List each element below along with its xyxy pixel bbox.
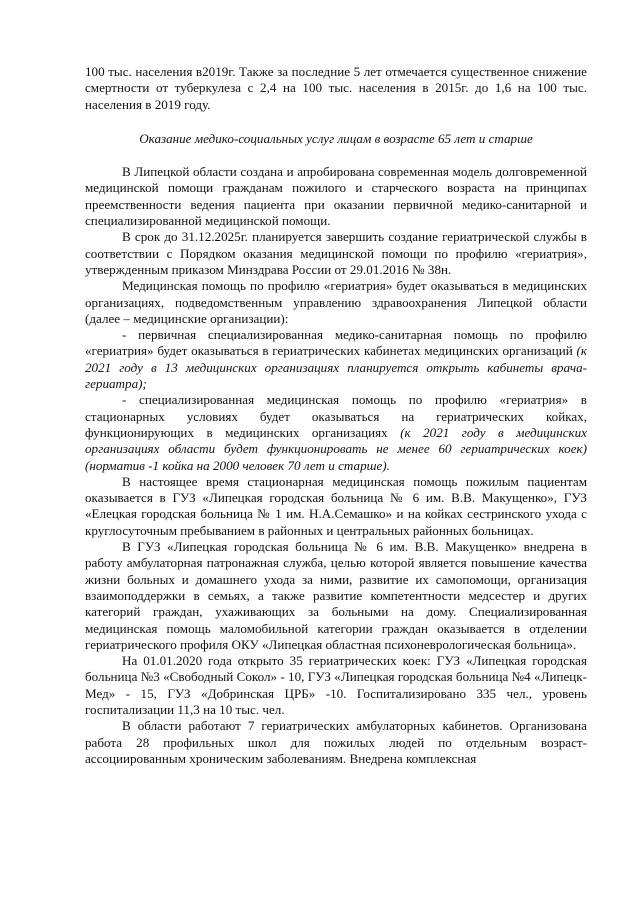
list-item-specialized-care-text: - специализированная медицинская помощь по профилю «гериатрия» в стационарных условиях будет оказываться на гериатрических койках, функционирующих в медицинских организациях: [85, 392, 587, 440]
hospital-6-paragraph: В ГУЗ «Липецкая городская больница № 6 им. В.В. Макущенко» внедрена в работу амбулаторная патронажная служба, целью которой является повышение качества жизни больных и домашнего ухода за ними, развитие их самопомощи, организация взаимоподдержки в семьях, а также развитие компетентности медсестер и других категорий граждан, ухаживающих за больными на дому. Специализированная медицинская помощь маломобильной категории граждан оказывается в отделении гериатрического профиля ОКУ «Липецкая областная психоневрологическая больница».: [85, 539, 587, 652]
deadline-paragraph: В срок до 31.12.2025г. планируется завершить создание гериатрической службы в соответствии с Порядком оказания медицинской помощи по профилю «гериатрия», утвержденным приказом Минздрава России от 29.01.2016 № 38н.: [85, 229, 587, 277]
list-item-specialized-care: [85, 392, 587, 473]
document-body: [85, 64, 587, 767]
beds-paragraph: На 01.01.2020 года открыто 35 гериатрических коек: ГУЗ «Липецкая городская больница №3 «Свободный Сокол» - 10, ГУЗ «Липецкая городская больница №4 «Липецк-Мед» - 15, ГУЗ «Добринская ЦРБ» -10. Госпитализировано 335 чел., уровень госпитализации 11,3 на 10 тыс. чел.: [85, 653, 587, 717]
list-item-specialized-care-note: (к 2021 году в медицинских организациях области будет функционировать не менее 60 гериатрических коек) (норматив -1 койка на 2000 человек 70 лет и старше).: [85, 424, 587, 473]
list-item-primary-care: [85, 327, 587, 392]
current-care-paragraph: В настоящее время стационарная медицинская помощь пожилым пациентам оказывается в ГУЗ «Липецкая городская больница № 6 им. В.В. Макущенко», ГУЗ «Елецкая городская больница № 1 им. Н.А.Семашко» и на койках сестринского ухода с круглосуточным пребыванием в районных и центральных районных больницах.: [85, 473, 587, 538]
organizations-paragraph: Медицинская помощь по профилю «гериатрия» будет оказываться в медицинских организациях, подведомственным управлению здравоохранения Липецкой области (далее – медицинские организации):: [85, 278, 587, 326]
section-heading: Оказание медико-социальных услуг лицам в возрасте 65 лет и старше: [139, 130, 533, 146]
list-item-primary-care-text: - первичная специализированная медико-санитарная помощь по профилю «гериатрия» будет оказываться в гериатрических кабинетах медицинских организаций: [85, 327, 587, 359]
model-paragraph: В Липецкой области создана и апробирована современная модель долговременной медицинской помощи гражданам пожилого и старческого возраста на принципах преемственности ведения пациента при оказании первичной медико-санитарной и специализированной медицинской помощи.: [85, 164, 587, 229]
intro-paragraph: 100 тыс. населения в2019г. Также за последние 5 лет отмечается существенное снижение смертности от туберкулеза с 2,4 на 100 тыс. населения в 2015г. до 1,6 на 100 тыс. населения в 2019 году.: [85, 64, 587, 112]
list-item-primary-care-note: (к 2021 году в 13 медицинских организациях планируется открыть кабинеты врача-гериатра);: [85, 343, 587, 392]
cabinets-paragraph: В области работают 7 гериатрических амбулаторных кабинетов. Организована работа 28 профильных школ для пожилых людей по отдельным возраст-ассоциированным хроническим заболеваниям. Внедрена комплексная: [85, 718, 587, 766]
